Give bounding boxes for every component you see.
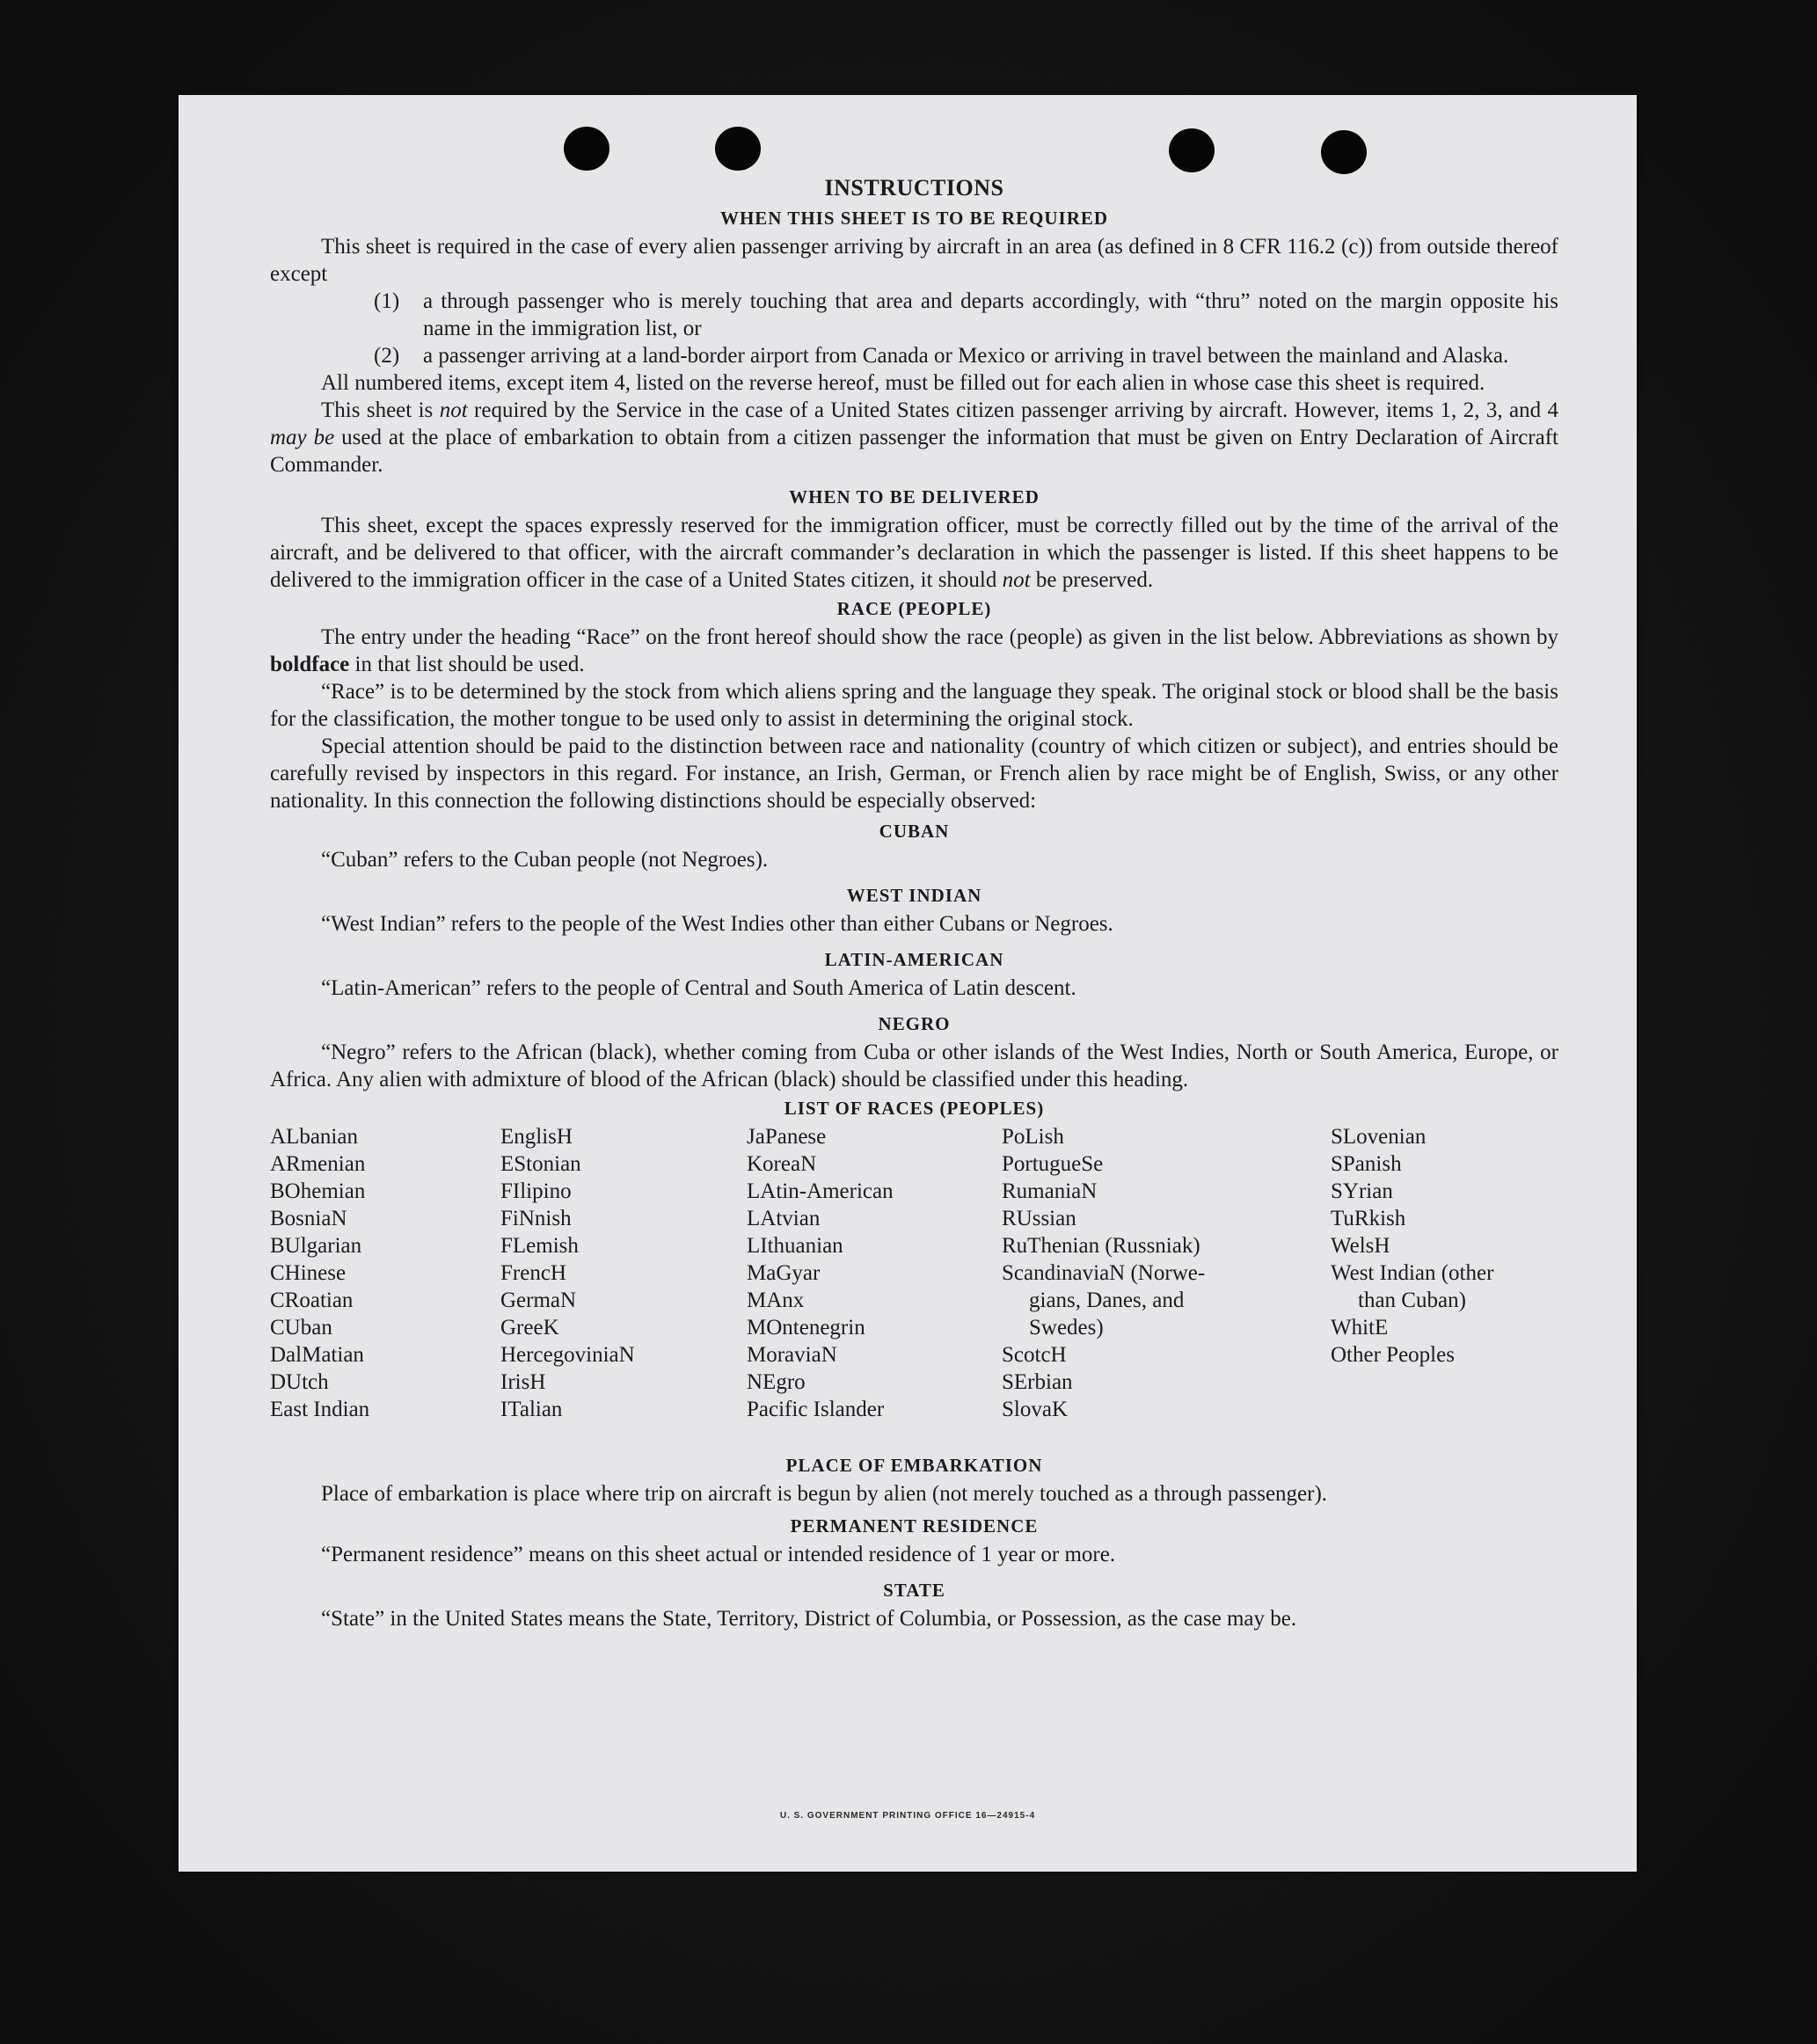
race-entry: EnglisH (500, 1125, 573, 1149)
race-entry: FLemish (500, 1234, 579, 1258)
race-entry: Pacific Islander (747, 1398, 885, 1421)
section-heading-residence: PERMANENT RESIDENCE (790, 1515, 1039, 1537)
race-entry: Other Peoples (1331, 1343, 1455, 1367)
race-entry: JaPanese (747, 1125, 827, 1149)
page-title: INSTRUCTIONS (824, 175, 1004, 201)
race-entry: BOhemian (270, 1179, 366, 1203)
race-entry: NEgro (747, 1370, 806, 1394)
race-entry: PortugueSe (1002, 1152, 1104, 1176)
item-number: (2) (374, 344, 400, 368)
embarkation-definition: Place of embarkation is place where trip on aircraft is begun by alien (not merely touched as a through passenger). (321, 1482, 1328, 1506)
section-heading-required: WHEN THIS SHEET IS TO BE REQUIRED (719, 208, 1109, 229)
race-entry: East Indian (270, 1398, 370, 1421)
race-entry: LIthuanian (747, 1234, 843, 1258)
race-entry: ScotcH (1002, 1343, 1067, 1367)
item-number: (1) (374, 289, 400, 313)
exception-item (374, 288, 1558, 342)
race-entry: EStonian (500, 1152, 581, 1176)
latin-american-definition: “Latin-American” refers to the people of Central and South America of Latin descent. (321, 976, 1076, 1000)
race-entry: IrisH (500, 1370, 546, 1394)
race-entry: MaGyar (747, 1261, 821, 1285)
race-paragraph-3: Special attention should be paid to the distinction between race and nationality (country of which citizen or subject), and entries should be carefully revised by inspectors in this regard. For instance, an Irish, German, or French alien by race might be of English, Swiss, or any other nationality. In this connection the following distinctions should be especially observed: (270, 734, 1558, 813)
race-entry: DUtch (270, 1370, 329, 1394)
race-entry: ScandinaviaN (Norwe- (1002, 1261, 1206, 1285)
race-entry: WhitE (1331, 1316, 1389, 1340)
punch-hole (715, 127, 761, 171)
race-entry: FrencH (500, 1261, 566, 1285)
printing-office-imprint: U. S. GOVERNMENT PRINTING OFFICE 16—24915-4 (779, 1811, 1036, 1821)
races-list (270, 1123, 1558, 1450)
race-entry: gians, Danes, and (1029, 1288, 1185, 1312)
instruction-sheet (179, 95, 1637, 1872)
race-entry: West Indian (other (1331, 1261, 1494, 1285)
race-entry: MAnx (747, 1288, 805, 1312)
races-column-3 (747, 1123, 894, 1423)
item-text: a through passenger who is merely touching that area and departs accordingly, with “thru” noted on the margin opposite his name in the immigration list, or (423, 289, 1558, 340)
race-entry: LAtin-American (747, 1179, 894, 1203)
race-entry: FiNnish (500, 1207, 572, 1230)
race-entry: MoraviaN (747, 1343, 837, 1367)
races-column-5 (1331, 1123, 1493, 1369)
race-entry: CHinese (270, 1261, 347, 1285)
race-entry: SlovaK (1002, 1398, 1068, 1421)
section-heading-cuban: CUBAN (879, 821, 950, 842)
item-text: a passenger arriving at a land-border airport from Canada or Mexico or arriving in travel between the mainland and Alaska. (423, 344, 1509, 368)
punch-hole (1169, 128, 1215, 172)
race-entry: than Cuban) (1358, 1288, 1466, 1312)
race-entry: BosniaN (270, 1207, 347, 1230)
race-entry: ARmenian (270, 1152, 366, 1176)
race-entry: KoreaN (747, 1152, 817, 1176)
race-entry: SErbian (1002, 1370, 1073, 1394)
section-heading-delivered: WHEN TO BE DELIVERED (789, 486, 1040, 507)
delivered-paragraph: This sheet, except the spaces expressly reserved for the immigration officer, must be correctly filled out by the time of the arrival of the aircraft, and be delivered to that officer, with the aircraft commander’s declaration in which the passenger is listed. If this sheet happens to be delivered to the immigration officer in the case of a United States citizen, it should not be preserved. (270, 514, 1558, 592)
section-heading-embarkation: PLACE OF EMBARKATION (785, 1455, 1043, 1476)
race-entry: TuRkish (1331, 1207, 1406, 1230)
section-heading-races-list: LIST OF RACES (PEOPLES) (784, 1098, 1045, 1119)
section-heading-negro: NEGRO (878, 1013, 951, 1034)
section-heading-latin-american: LATIN-AMERICAN (824, 949, 1004, 970)
race-entry: DalMatian (270, 1343, 364, 1367)
negro-definition: “Negro” refers to the African (black), whether coming from Cuba or other islands of the West Indies, North or South America, Europe, or Africa. Any alien with admixture of blood of the African (black) should be classified under this heading. (270, 1040, 1558, 1091)
race-entry: SLovenian (1331, 1125, 1427, 1149)
section-heading-race: RACE (PEOPLE) (836, 598, 992, 619)
punch-hole (564, 127, 609, 171)
race-entry: HercegoviniaN (500, 1343, 635, 1367)
race-paragraph-2: “Race” is to be determined by the stock from which aliens spring and the language they speak. The original stock or blood shall be the basis for the classification, the mother tongue to be used only to assist in determining the original stock. (270, 680, 1558, 731)
race-entry: Swedes) (1029, 1316, 1104, 1340)
race-entry: GermaN (500, 1288, 577, 1312)
race-entry: RumaniaN (1002, 1179, 1098, 1203)
race-entry: WelsH (1331, 1234, 1390, 1258)
race-paragraph-1: The entry under the heading “Race” on the front hereof should show the race (people) as given in the list below. Abbreviations as shown by boldface in that list should be used. (270, 625, 1558, 676)
race-entry: MOntenegrin (747, 1316, 865, 1340)
punch-hole (1321, 130, 1367, 174)
cuban-definition: “Cuban” refers to the Cuban people (not Negroes). (321, 848, 769, 872)
race-entry: ITalian (500, 1398, 563, 1421)
required-intro: This sheet is required in the case of every alien passenger arriving by aircraft in an area (as defined in 8 CFR 116.2 (c)) from outside thereof except (270, 235, 1558, 286)
required-paragraph-3: This sheet is not required by the Service in the case of a United States citizen passenger arriving by aircraft. However, items 1, 2, 3, and 4 may be used at the place of embarkation to obtain from a citizen passenger the information that must be given on Entry Declaration of Aircraft Commander. (270, 398, 1559, 477)
race-entry: RUssian (1002, 1207, 1076, 1230)
race-entry: BUlgarian (270, 1234, 362, 1258)
races-column-2 (500, 1123, 635, 1423)
races-column-4 (1002, 1123, 1205, 1423)
race-entry: SYrian (1331, 1179, 1393, 1203)
race-entry: CUban (270, 1316, 332, 1340)
required-paragraph-2: All numbered items, except item 4, listed on the reverse hereof, must be filled out for each alien in whose case this sheet is required. (321, 371, 1485, 395)
race-entry: LAtvian (747, 1207, 821, 1230)
section-heading-west-indian: WEST INDIAN (846, 885, 982, 906)
race-entry: RuThenian (Russniak) (1002, 1234, 1200, 1258)
residence-definition: “Permanent residence” means on this sheet actual or intended residence of 1 year or more. (321, 1543, 1116, 1566)
state-definition: “State” in the United States means the State, Territory, District of Columbia, or Possession, as the case may be. (321, 1607, 1297, 1631)
races-column-1 (270, 1123, 369, 1423)
race-entry: ALbanian (270, 1125, 358, 1149)
race-entry: CRoatian (270, 1288, 354, 1312)
race-entry: PoLish (1002, 1125, 1064, 1149)
race-entry: GreeK (500, 1316, 559, 1340)
race-entry: SPanish (1331, 1152, 1402, 1176)
west-indian-definition: “West Indian” refers to the people of the West Indies other than either Cubans or Negroes. (321, 912, 1113, 936)
instructions-body (270, 174, 1558, 1632)
section-heading-state: STATE (883, 1580, 945, 1601)
race-entry: FIlipino (500, 1179, 572, 1203)
exception-item (374, 342, 1558, 369)
